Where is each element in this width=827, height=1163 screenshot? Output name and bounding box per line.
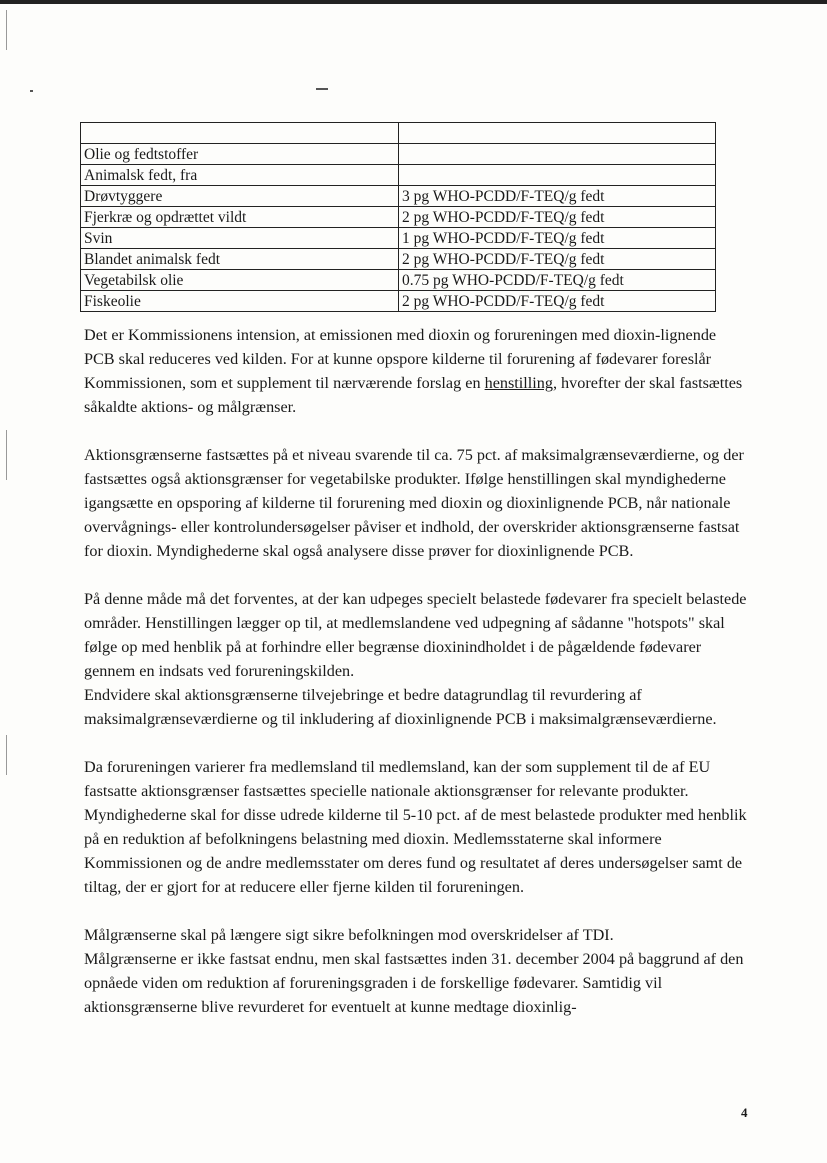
paragraph-action-limits: Aktionsgrænserne fastsættes på et niveau svarende til ca. 75 pct. af maksimalgrænseværdierne, og der fastsættes også aktionsgrænser for vegetabilske produkter. Ifølge henstillingen skal myndighederne igangsætte en opsporing af kilderne til forurening med dioxin og dioxinlignende PCB, når nationale overvågnings- eller kontrolundersøgelser påviser et indhold, der overskrider aktionsgrænserne fastsat for dioxin. Myndighederne skal også analysere disse prøver for dioxinlignende PCB.	[84, 446, 744, 560]
table-row	[81, 186, 716, 207]
paragraph-text: Målgrænserne er ikke fastsat endnu, men skal fastsættes inden 31. december 2004 på baggrund af den opnåede viden om reduktion af forureningsgraden i de forskellige fødevarer. Samtidig vil aktionsgrænserne blive revurderet for eventuelt at kunne medtage dioxinlig-	[84, 950, 744, 1016]
product-cell: Vegetabilsk olie	[81, 270, 399, 291]
table-row	[81, 249, 716, 270]
table-cell	[81, 123, 399, 144]
scan-edge-mark	[6, 430, 7, 480]
product-cell: Animalsk fedt, fra	[81, 165, 399, 186]
scan-speck	[30, 90, 33, 92]
product-cell: Fiskeolie	[81, 291, 399, 312]
limit-cell: 2 pg WHO-PCDD/F-TEQ/g fedt	[399, 207, 716, 228]
scan-speck	[316, 88, 328, 90]
table-header-row	[81, 123, 716, 144]
table-row	[81, 270, 716, 291]
product-cell: Svin	[81, 228, 399, 249]
limit-cell	[399, 144, 716, 165]
product-cell: Drøvtyggere	[81, 186, 399, 207]
limit-cell: 2 pg WHO-PCDD/F-TEQ/g fedt	[399, 249, 716, 270]
table-row	[81, 291, 716, 312]
limit-cell: 1 pg WHO-PCDD/F-TEQ/g fedt	[399, 228, 716, 249]
document-body	[84, 323, 750, 1043]
paragraph-text: Endvidere skal aktionsgrænserne tilvejebringe et bedre datagrundlag til revurdering af maksimalgrænseværdierne og til inkludering af dioxinlignende PCB i maksimalgrænseværdierne.	[84, 686, 717, 728]
paragraph-national-limits: Da forureningen varierer fra medlemsland til medlemsland, kan der som supplement til de af EU fastsatte aktionsgrænser fastsættes specielle nationale aktionsgrænser for relevante produkter. Myndighederne skal for disse udrede kilderne til 5-10 pct. af de mest belastede produkter med henblik på en reduktion af befolkningens belastning med dioxin. Medlemsstaterne skal informere Kommissionen og de andre medlemsstater om deres fund og resultatet af deres undersøgelser samt de tiltag, der er gjort for at reducere eller fjerne kilden til forureningen.	[84, 758, 747, 896]
paragraph-text: , hvorefter der skal fastsættes såkaldte aktions- og målgrænser.	[84, 374, 743, 416]
dioxin-limits-table	[80, 122, 716, 312]
paragraph-text: På denne måde må det forventes, at der kan udpeges specielt belastede fødevarer fra specielt belastede områder. Henstillingen lægger op til, at medlemslandene ved udpegning af sådanne "hotspots" skal følge op med henblik på at forhindre eller begrænse dioxinindholdet i de pågældende fødevarer gennem en indsats ved forureningskilden.	[84, 590, 747, 680]
table-row	[81, 165, 716, 186]
product-cell: Blandet animalsk fedt	[81, 249, 399, 270]
paragraph-target-limits	[84, 923, 750, 1019]
scan-edge-mark	[6, 735, 7, 775]
paragraph-text: Det er Kommissionens intension, at emissionen med dioxin og forureningen med dioxin-lignende PCB skal reduceres ved kilden. For at kunne opspore kilderne til forurening af fødevarer foreslår Kommissionen, som et supplement til nærværende forslag en	[84, 326, 717, 392]
scan-top-border	[0, 0, 827, 4]
paragraph-text: Målgrænserne skal på længere sigt sikre befolkningen mod overskridelser af TDI.	[84, 926, 614, 944]
table-row	[81, 228, 716, 249]
table-row	[81, 144, 716, 165]
product-cell: Fjerkræ og opdrættet vildt	[81, 207, 399, 228]
table-cell	[399, 123, 716, 144]
scan-edge-mark	[6, 10, 7, 50]
product-cell: Olie og fedtstoffer	[81, 144, 399, 165]
limit-cell: 2 pg WHO-PCDD/F-TEQ/g fedt	[399, 291, 716, 312]
recommendation-link[interactable]: henstilling	[484, 374, 553, 392]
paragraph-hotspots	[84, 587, 750, 731]
page-number: 4	[741, 1105, 748, 1120]
limit-cell: 3 pg WHO-PCDD/F-TEQ/g fedt	[399, 186, 716, 207]
limit-cell: 0.75 pg WHO-PCDD/F-TEQ/g fedt	[399, 270, 716, 291]
paragraph-source-reduction	[84, 323, 750, 419]
table-row	[81, 207, 716, 228]
limit-cell	[399, 165, 716, 186]
